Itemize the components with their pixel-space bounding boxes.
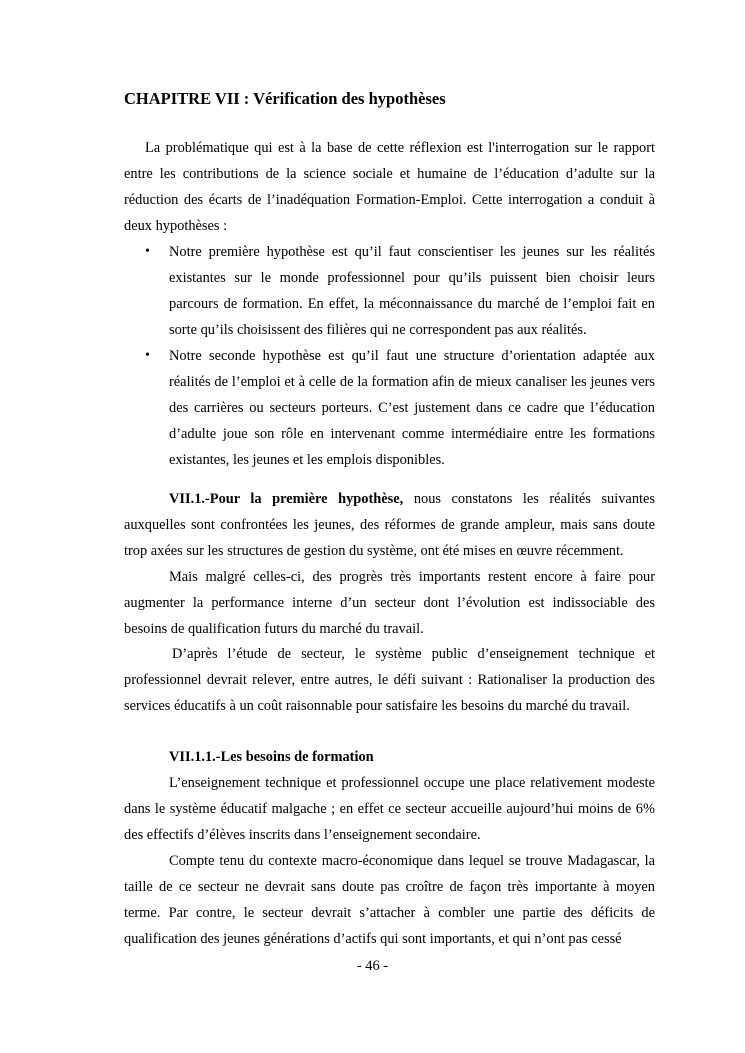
section-1-1-heading: VII.1.1.-Les besoins de formation (169, 749, 374, 765)
section-1-paragraph-2: Mais malgré celles-ci, des progrès très importants restent encore à faire pour augmenter la performance interne d’un secteur dont l’évolution est indissociable des besoins de qualification futurs du marché du travail. (124, 569, 655, 637)
section-1-paragraph-3: D’après l’étude de secteur, le système public d’enseignement technique et professionnel devrait relever, entre autres, le défi suivant : Rationaliser la production des services éducatifs à un coût raisonnable pour satisfaire les besoins du marché du travail. (124, 646, 655, 714)
chapter-title: CHAPITRE VII : Vérification des hypothèses (124, 89, 446, 108)
hypothesis-item-2 (124, 343, 655, 473)
section-1-heading: VII.1.-Pour la première hypothèse, (169, 491, 404, 507)
section-1-1-paragraph-1: L’enseignement technique et professionnel occupe une place relativement modeste dans le système éducatif malgache ; en effet ce secteur accueille aujourd’hui moins de 6% des effectifs d’élèves inscrits dans l’enseignement secondaire. (124, 775, 655, 843)
bullet-icon: • (145, 348, 150, 363)
bullet-icon: • (145, 244, 150, 259)
hypothesis-item-1 (124, 239, 655, 343)
intro-paragraph: La problématique qui est à la base de cette réflexion est l'interrogation sur le rapport entre les contributions de la science sociale et humaine de l’éducation d’adulte sur la réduction des écarts de l’inadéquation Formation-Emploi. Cette interrogation a conduit à deux hypothèses : (124, 140, 655, 234)
section-1-1-paragraph-2: Compte tenu du contexte macro-économique dans lequel se trouve Madagascar, la taille de ce secteur ne devrait sans doute pas croître de façon très importante à moyen terme. Par contre, le secteur devrait s’attacher à combler une partie des déficits de qualification des jeunes générations d’actifs qui sont importants, et qui n’ont pas cessé (124, 853, 655, 947)
hypothesis-text-2: Notre seconde hypothèse est qu’il faut une structure d’orientation adaptée aux réalités de l’emploi et à celle de la formation afin de mieux canaliser les jeunes vers des carrières ou secteurs porteurs. C’est justement dans ce cadre que l’éducation d’adulte joue son rôle en intervenant comme intermédiaire entre les formations existantes, les jeunes et les emplois disponibles. (169, 348, 655, 468)
page-number: - 46 - (356, 958, 389, 974)
hypotheses-list (124, 239, 655, 473)
section-1-paragraph-1 (124, 486, 655, 564)
section-1-paragraph-1-text: nous constatons les réalités suivantes auxquelles sont confrontées les jeunes, des réformes de grande ampleur, mais sans doute trop axées sur les structures de gestion du système, ont été mises en œuvre récemment. (124, 491, 655, 559)
hypothesis-text-1: Notre première hypothèse est qu’il faut conscientiser les jeunes sur les réalités existantes sur le monde professionnel pour qu’ils puissent bien choisir leurs parcours de formation. En effet, la méconnaissance du marché de l’emploi fait en sorte qu’ils choisissent des filières qui ne correspondent pas aux réalités. (169, 244, 655, 338)
